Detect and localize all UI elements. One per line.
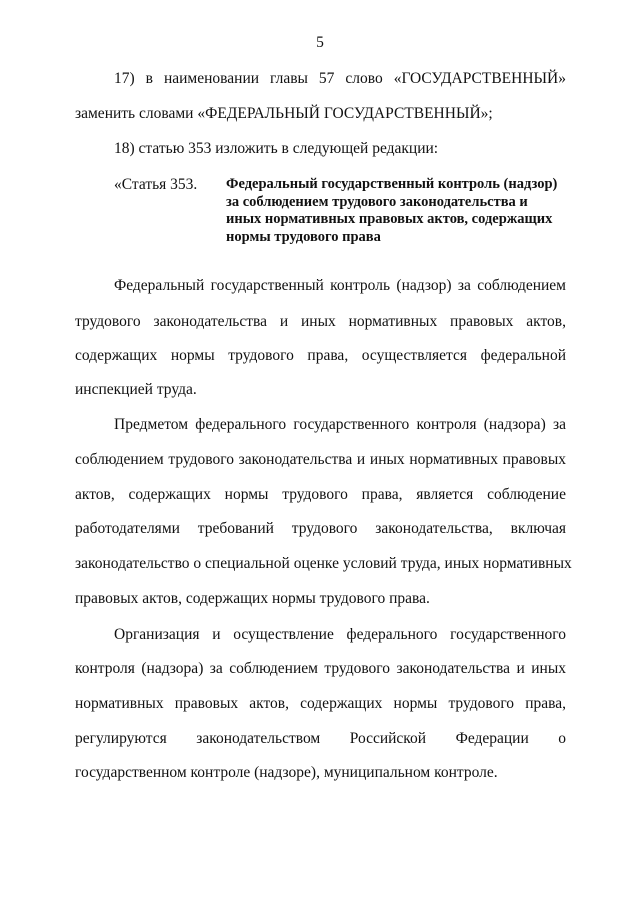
article-label: «Статья 353. [114,176,198,193]
paragraph-2-line-5: законодательство о специальной оценке условий труда, иных нормативных [75,555,572,572]
paragraph-2-line-1: Предметом федерального государственного контроля (надзора) за [114,416,566,433]
paragraph-3-line-1: Организация и осуществление федерального государственного [114,626,566,643]
paragraph-2-line-4: работодателями требований трудового законодательства, включая [75,520,566,537]
paragraph-3-line-3: нормативных правовых актов, содержащих нормы трудового права, [75,695,566,712]
paragraph-1-line-3: содержащих нормы трудового права, осуществляется федеральной [75,347,566,364]
paragraph-2-line-3: актов, содержащих нормы трудового права, является соблюдение [75,486,566,503]
paragraph-2-line-6: правовых актов, содержащих нормы трудового права. [75,590,430,607]
page-number: 5 [316,34,324,51]
item-17-line-1: 17) в наименовании главы 57 слово «ГОСУДАРСТВЕННЫЙ» [114,70,566,87]
paragraph-1-line-4: инспекцией труда. [75,381,197,398]
paragraph-2-line-2: соблюдением трудового законодательства и иных нормативных правовых [75,451,566,468]
item-17-line-2: заменить словами «ФЕДЕРАЛЬНЫЙ ГОСУДАРСТВЕННЫЙ»; [75,105,493,122]
paragraph-1-line-2: трудового законодательства и иных нормативных правовых актов, [75,313,566,330]
item-18-text: 18) статью 353 изложить в следующей редакции: [114,140,439,157]
paragraph-3-line-4: регулируются законодательством Российской Федерации о [75,730,566,747]
paragraph-1-line-1: Федеральный государственный контроль (надзор) за соблюдением [114,277,566,294]
paragraph-3-line-2: контроля (надзора) за соблюдением трудового законодательства и иных [75,660,566,677]
paragraph-3-line-5: государственном контроле (надзоре), муниципальном контроле. [75,764,498,781]
article-title: Федеральный государственный контроль (надзор) за соблюдением трудового законодательства и иных нормативных правовых актов, содержащих нормы трудового права [226,176,558,245]
